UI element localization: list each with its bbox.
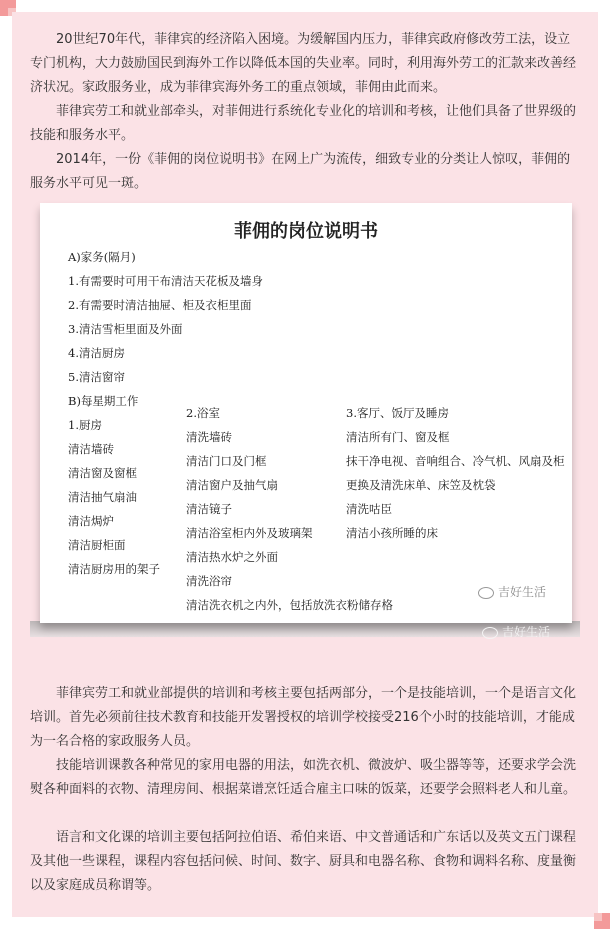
bathroom-item: 清洁热水炉之外面 [186, 550, 278, 564]
living-room-item: 清洁小孩所睡的床 [346, 526, 438, 540]
living-room-item: 清洗咕臣 [346, 502, 392, 516]
bathroom-item: 清洁镜子 [186, 502, 232, 516]
section-a-heading: A)家务(隔月) [68, 250, 136, 264]
body-paragraph-3: 语言和文化课的培训主要包括阿拉伯语、希伯来语、中文普通话和广东话以及英文五门课程及其他一些课程，课程内容包括问候、时间、数字、厨具和电器名称、食物和调料名称、度量衡以及家庭成员称谓等。 [30, 830, 577, 893]
bathroom-item: 2.浴室 [186, 406, 220, 420]
wechat-icon [482, 627, 498, 639]
living-room-item: 抹干净电视、音响组合、冷气机、风扇及柜 [346, 454, 565, 468]
body-paragraph-1: 菲律宾劳工和就业部提供的培训和考核主要包括两部分，一个是技能培训，一个是语言文化培训。首先必须前往技术教育和技能开发署授权的培训学校接受216个小时的技能培训，才能成为一名合格的家政服务人员。 [30, 686, 577, 749]
bathroom-item: 清洗墙砖 [186, 430, 232, 444]
kitchen-item: 清洁抽气扇油 [68, 490, 137, 504]
job-description-card [40, 203, 572, 623]
intro-paragraph-3: 2014年，一份《菲佣的岗位说明书》在网上广为流传，细致专业的分类让人惊叹，菲佣的服务水平可见一斑。 [30, 152, 571, 191]
corner-decoration-bottom-right [594, 913, 610, 929]
watermark-bottom: 吉好生活 [482, 623, 550, 640]
section-a-item: 2.有需要时清洁抽屉、柜及衣柜里面 [68, 298, 252, 312]
kitchen-item: 清洁焗炉 [68, 514, 114, 528]
bathroom-item: 清洁浴室柜内外及玻璃架 [186, 526, 313, 540]
intro-paragraph-1: 20世纪70年代，菲律宾的经济陷入困境。为缓解国内压力，菲律宾政府修改劳工法，设立专门机构，大力鼓励国民到海外工作以降低本国的失业率。同时，利用海外劳工的汇款来改善经济状况。家政服务业，成为菲律宾海外务工的重点领域，菲佣由此而来。 [30, 32, 577, 95]
section-a-item: 4.清洁厨房 [68, 346, 125, 360]
living-room-item: 3.客厅、饭厅及睡房 [346, 406, 449, 420]
kitchen-item: 清洁厨房用的架子 [68, 562, 160, 576]
bathroom-item: 清洁门口及门框 [186, 454, 267, 468]
figure-title: 菲佣的岗位说明书 [234, 221, 378, 242]
watermark: 吉好生活 [478, 583, 546, 600]
body-paragraph-2: 技能培训课教各种常见的家用电器的用法，如洗衣机、微波炉、吸尘器等等，还要求学会洗熨各种面料的衣物、清理房间、根据菜谱烹饪适合雇主口味的饭菜，还要学会照料老人和儿童。 [30, 758, 577, 797]
living-room-item: 更换及清洗床单、床笠及枕袋 [346, 478, 496, 492]
bathroom-item: 清洗浴帘 [186, 574, 232, 588]
living-room-item: 清洁所有门、窗及框 [346, 430, 450, 444]
job-description-image [30, 203, 580, 639]
bathroom-item: 清洁窗户及抽气扇 [186, 478, 278, 492]
section-a-item: 3.清洁雪柜里面及外面 [68, 322, 183, 336]
kitchen-item: 清洁窗及窗框 [68, 466, 137, 480]
kitchen-item: 清洁厨柜面 [68, 538, 126, 552]
bathroom-item: 清洁洗衣机之内外，包括放洗衣粉储存格 [186, 598, 393, 612]
section-a-item: 1.有需要时可用干布清洁天花板及墙身 [68, 274, 263, 288]
intro-paragraph-2: 菲律宾劳工和就业部牵头，对菲佣进行系统化专业化的培训和考核，让他们具备了世界级的技能和服务水平。 [30, 104, 577, 143]
wechat-icon [478, 587, 494, 599]
kitchen-item: 1.厨房 [68, 418, 102, 432]
kitchen-item: 清洁墙砖 [68, 442, 114, 456]
section-b-heading: B)每星期工作 [68, 394, 139, 408]
section-a-item: 5.清洁窗帘 [68, 370, 125, 384]
